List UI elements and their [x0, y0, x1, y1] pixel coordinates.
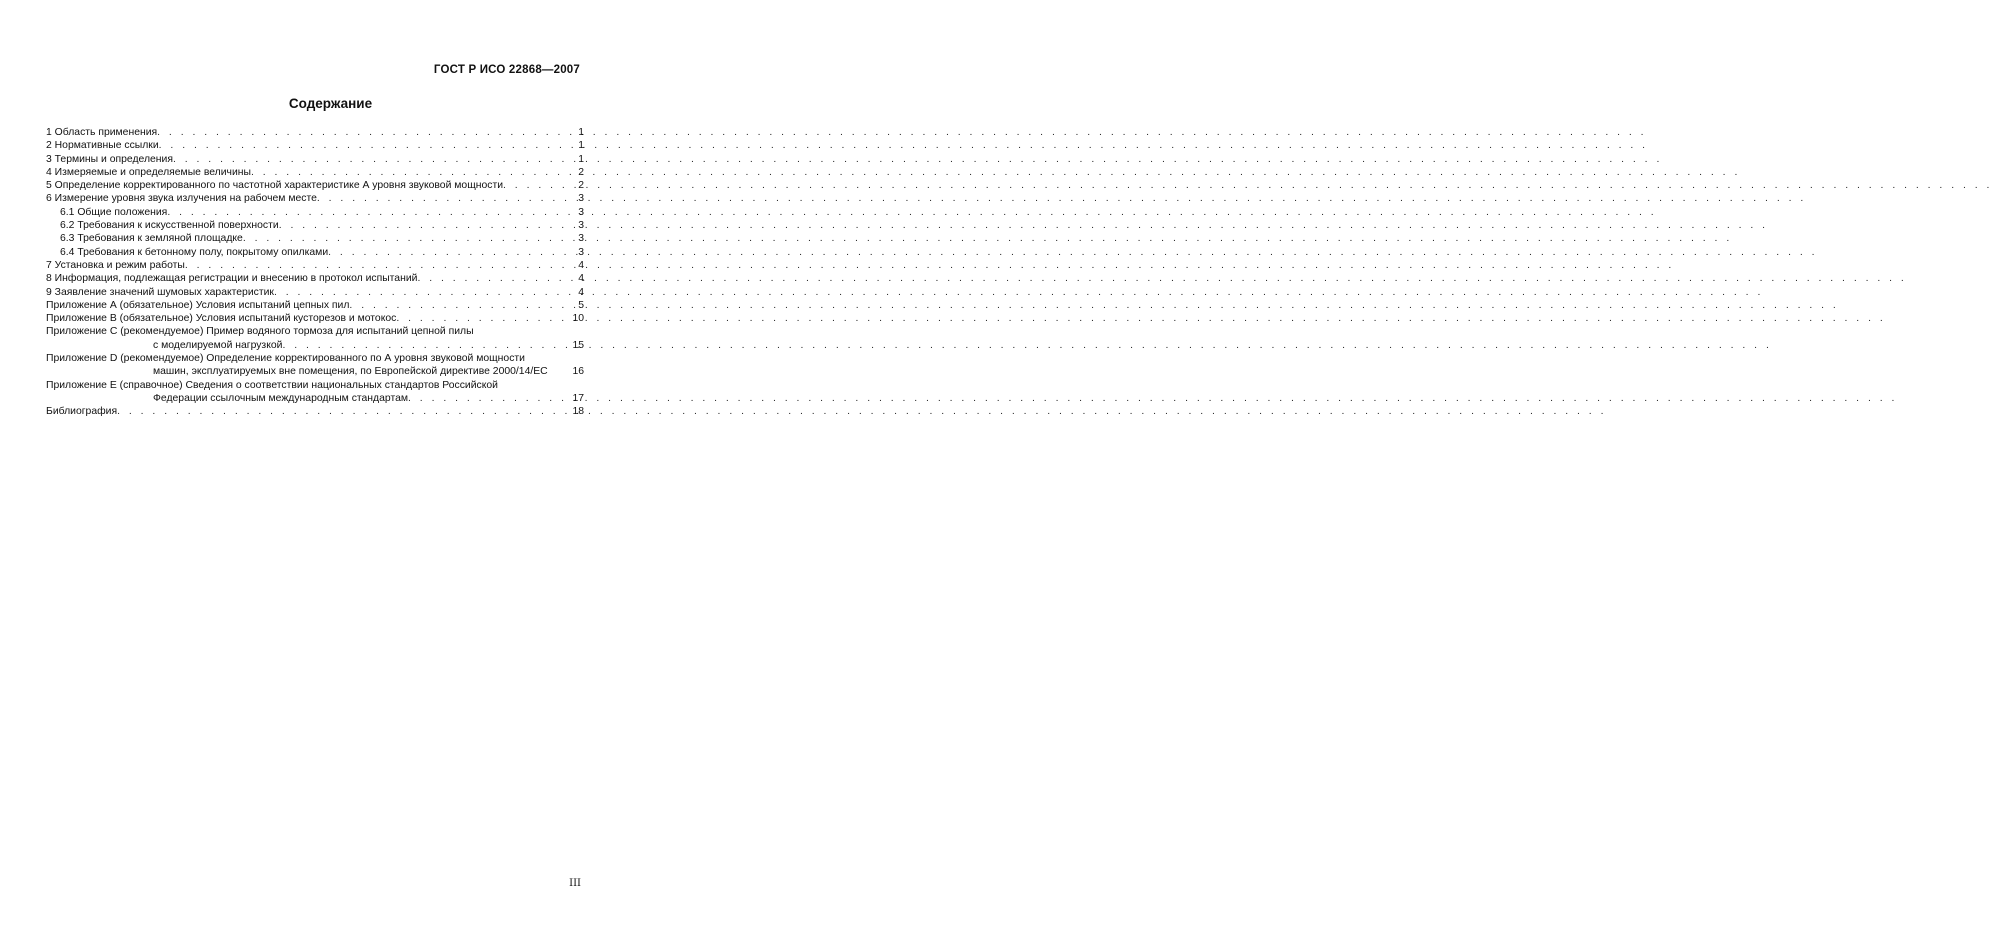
toc-entry-6-4[interactable]: [46, 246, 584, 259]
leader-dots: [503, 179, 576, 192]
toc-entry-appendix-c-cont[interactable]: [46, 339, 584, 352]
toc-label: 6.2 Требования к искусственной поверхности: [60, 220, 279, 232]
leader-dots: [243, 232, 576, 245]
toc-label: Приложение С (рекомендуемое) Пример водяного тормоза для испытаний цепной пилы: [46, 326, 474, 338]
toc-entry-appendix-e-cont[interactable]: [46, 392, 584, 405]
toc-page: 2: [578, 166, 584, 178]
toc-label: 3 Термины и определения: [46, 153, 173, 165]
toc-label: 8 Информация, подлежащая регистрации и внесению в протокол испытаний: [46, 273, 418, 285]
toc-page: 16: [572, 366, 584, 378]
leader-dots: [274, 286, 576, 299]
toc-page: 10: [572, 313, 584, 325]
page-title: Содержание: [288, 96, 373, 111]
leader-dots: [117, 405, 570, 418]
toc-label: 2 Нормативные ссылки: [46, 140, 159, 152]
toc-page: 4: [578, 273, 584, 285]
toc-entry-appendix-d-cont[interactable]: [46, 365, 584, 378]
toc-page: 1: [578, 127, 584, 138]
toc-entry-2[interactable]: [46, 139, 584, 152]
page-number: III: [569, 878, 581, 889]
leader-dots: [408, 392, 570, 405]
leader-dots: [279, 219, 577, 232]
toc-label: 7 Установка и режим работы: [46, 259, 185, 271]
toc-label: 4 Измеряемые и определяемые величины: [46, 166, 251, 178]
toc-entry-3[interactable]: [46, 153, 584, 166]
toc-page: 3: [578, 220, 584, 232]
leader-dots: [159, 139, 577, 152]
toc-label: 6 Измерение уровня звука излучения на рабочем месте: [46, 193, 317, 205]
toc-entry-appendix-e[interactable]: [46, 379, 584, 392]
toc-label: Приложение D (рекомендуемое) Определение корректированного по А уровня звуковой мощности: [46, 353, 525, 365]
toc-entry-4[interactable]: [46, 166, 584, 179]
toc-entry-appendix-b[interactable]: [46, 312, 584, 325]
toc-entry-6-3[interactable]: [46, 232, 584, 245]
leader-dots: [251, 166, 576, 179]
toc-label-continued: машин, эксплуатируемых вне помещения, по Европейской директиве 2000/14/ЕС: [153, 366, 548, 378]
toc-entry-appendix-c[interactable]: [46, 325, 584, 338]
toc-page: 3: [578, 246, 584, 258]
toc-page: 17: [572, 392, 584, 404]
toc-page: 18: [572, 406, 584, 418]
toc-entry-bibliography[interactable]: [46, 405, 584, 418]
toc-entry-appendix-d[interactable]: [46, 352, 584, 365]
toc-page: 5: [578, 299, 584, 311]
toc-page: 4: [578, 259, 584, 271]
toc-entry-7[interactable]: [46, 259, 584, 272]
toc-entry-6-1[interactable]: [46, 206, 584, 219]
toc-label: Приложение В (обязательное) Условия испытаний кусторезов и мотокос: [46, 313, 397, 325]
toc-label: 6.4 Требования к бетонному полу, покрытому опилками: [60, 246, 329, 258]
toc-entry-appendix-a[interactable]: [46, 299, 584, 312]
toc-entry-5[interactable]: [46, 179, 584, 192]
leader-dots: [328, 246, 576, 259]
toc-label: 9 Заявление значений шумовых характеристик: [46, 286, 274, 298]
leader-dots: [173, 153, 576, 166]
toc-page: 1: [578, 153, 584, 165]
toc-page: 3: [578, 206, 584, 218]
toc-entry-9[interactable]: [46, 286, 584, 299]
leader-dots: [349, 299, 576, 312]
toc-label: 6.1 Общие положения: [60, 206, 168, 218]
leader-dots: [157, 126, 576, 139]
toc-label-continued: Федерации ссылочным международным стандартам: [153, 392, 409, 404]
toc-entry-6[interactable]: [46, 192, 584, 205]
leader-dots: [396, 312, 570, 325]
leader-dots: [317, 192, 576, 205]
toc-label: Приложение А (обязательное) Условия испытаний цепных пил: [46, 299, 350, 311]
toc-entry-8[interactable]: [46, 272, 584, 285]
document-header: ГОСТ Р ИСО 22868—2007: [433, 64, 580, 76]
table-of-contents: [46, 126, 584, 419]
toc-label: 5 Определение корректированного по частотной характеристике А уровня звуковой мощности: [46, 180, 504, 192]
toc-page: 3: [578, 193, 584, 205]
toc-page: 4: [578, 286, 584, 298]
leader-dots: [417, 272, 576, 285]
toc-page: 3: [578, 233, 584, 245]
leader-dots: [185, 259, 576, 272]
toc-label-continued: с моделируемой нагрузкой: [153, 339, 283, 351]
leader-dots: [282, 339, 570, 352]
toc-label: 6.3 Требования к земляной площадке: [60, 233, 243, 245]
toc-label: Библиография: [46, 406, 118, 418]
toc-page: 1: [578, 140, 584, 152]
leader-dots: [167, 206, 576, 219]
toc-page: 2: [578, 180, 584, 192]
toc-entry-1[interactable]: [46, 126, 584, 139]
toc-label: Приложение Е (справочное) Сведения о соответствии национальных стандартов Российской: [46, 379, 498, 391]
toc-page: 15: [572, 339, 584, 351]
toc-label: 1 Область применения: [46, 127, 158, 138]
toc-entry-6-2[interactable]: [46, 219, 584, 232]
